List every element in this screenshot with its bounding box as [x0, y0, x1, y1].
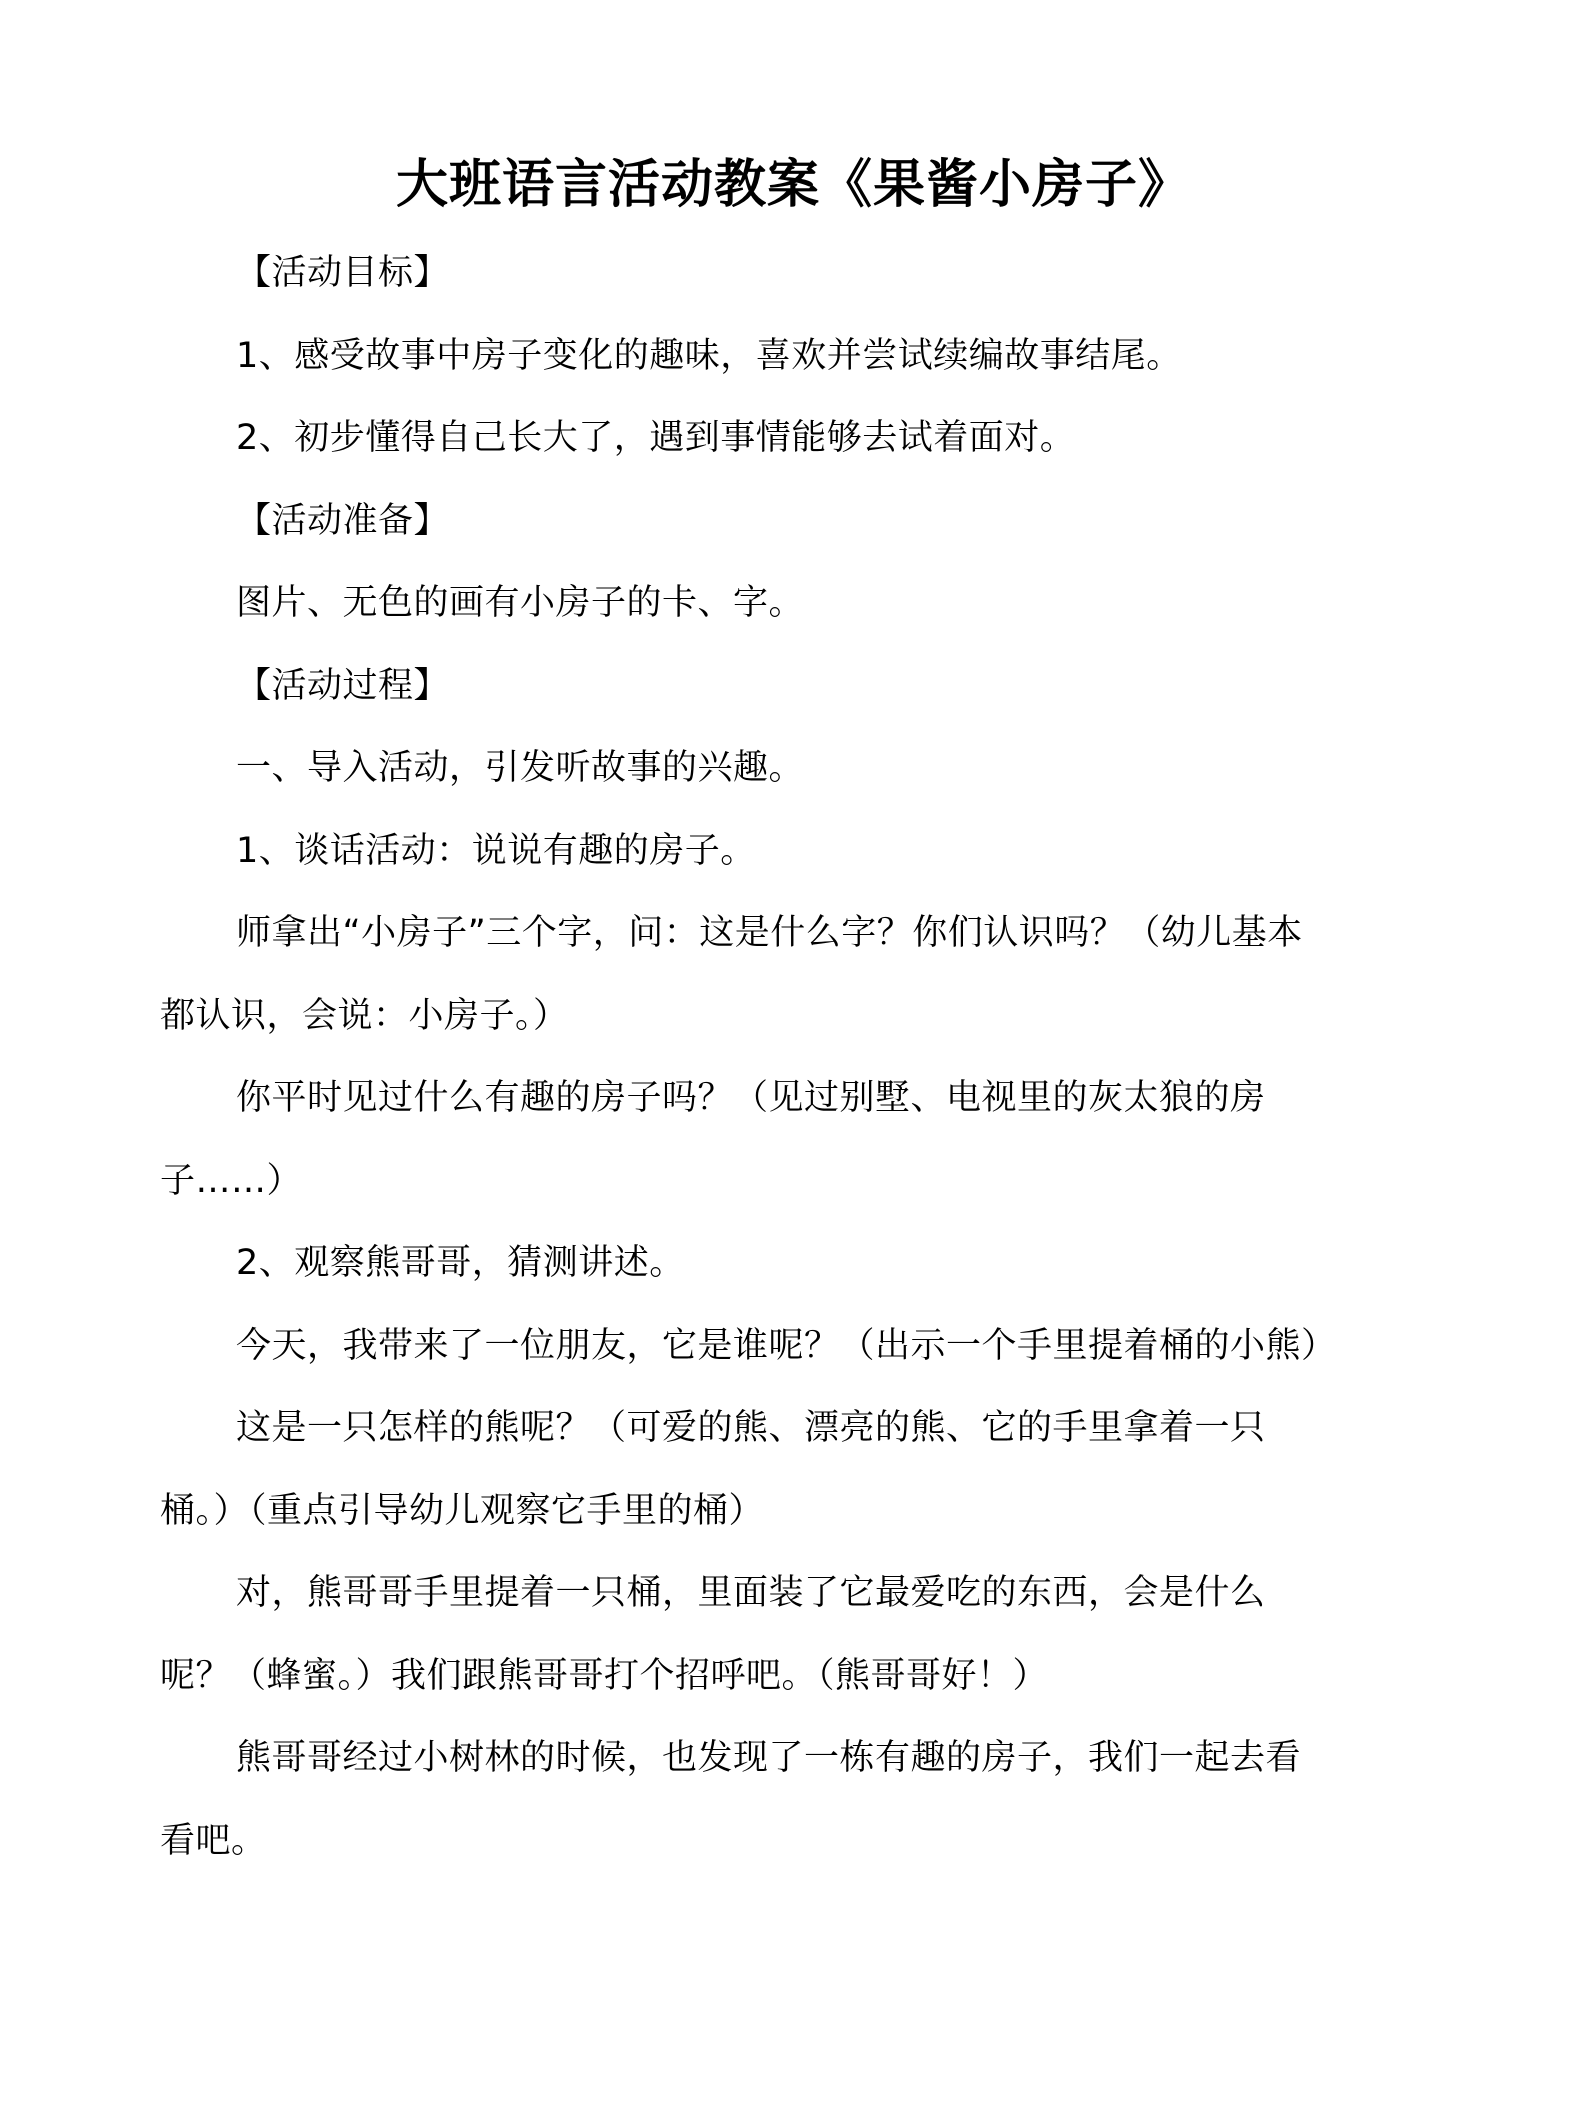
paragraph: 熊哥哥经过小树林的时候，也发现了一栋有趣的房子，我们一起去看看吧。	[160, 1738, 1302, 1861]
paragraph: 对，熊哥哥手里提着一只桶，里面装了它最爱吃的东西，会是什么呢？（蜂蜜。）我们跟熊哥哥打个招呼吧。（熊哥哥好！）	[160, 1573, 1266, 1696]
paragraph: 2、观察熊哥哥，猜测讲述。	[236, 1243, 685, 1283]
section-heading-goals: 【活动目标】	[236, 253, 450, 293]
paragraph: 今天，我带来了一位朋友，它是谁呢？（出示一个手里提着桶的小熊）	[236, 1325, 1337, 1366]
paragraph: 2、初步懂得自己长大了，遇到事情能够去试着面对。	[236, 418, 1076, 458]
document-body	[160, 232, 1337, 1882]
section-heading-process: 【活动过程】	[236, 665, 450, 706]
paragraph: 一、导入活动，引发听故事的兴趣。	[236, 748, 805, 788]
paragraph: 1、感受故事中房子变化的趣味，喜欢并尝试续编故事结尾。	[236, 335, 1182, 376]
document-title: 大班语言活动教案《果酱小房子》	[395, 154, 1191, 215]
paragraph: 1、谈话活动：说说有趣的房子。	[236, 830, 756, 871]
paragraph: 图片、无色的画有小房子的卡、字。	[236, 583, 805, 623]
paragraph: 这是一只怎样的熊呢？（可爱的熊、漂亮的熊、它的手里拿着一只桶。）（重点引导幼儿观察它手里的桶）	[160, 1408, 1266, 1531]
section-heading-preparation: 【活动准备】	[236, 500, 450, 541]
paragraph: 师拿出“小房子”三个字，问：这是什么字？你们认识吗？（幼儿基本都认识，会说：小房子。）	[160, 913, 1303, 1036]
paragraph: 你平时见过什么有趣的房子吗？（见过别墅、电视里的灰太狼的房子……）	[160, 1078, 1266, 1201]
